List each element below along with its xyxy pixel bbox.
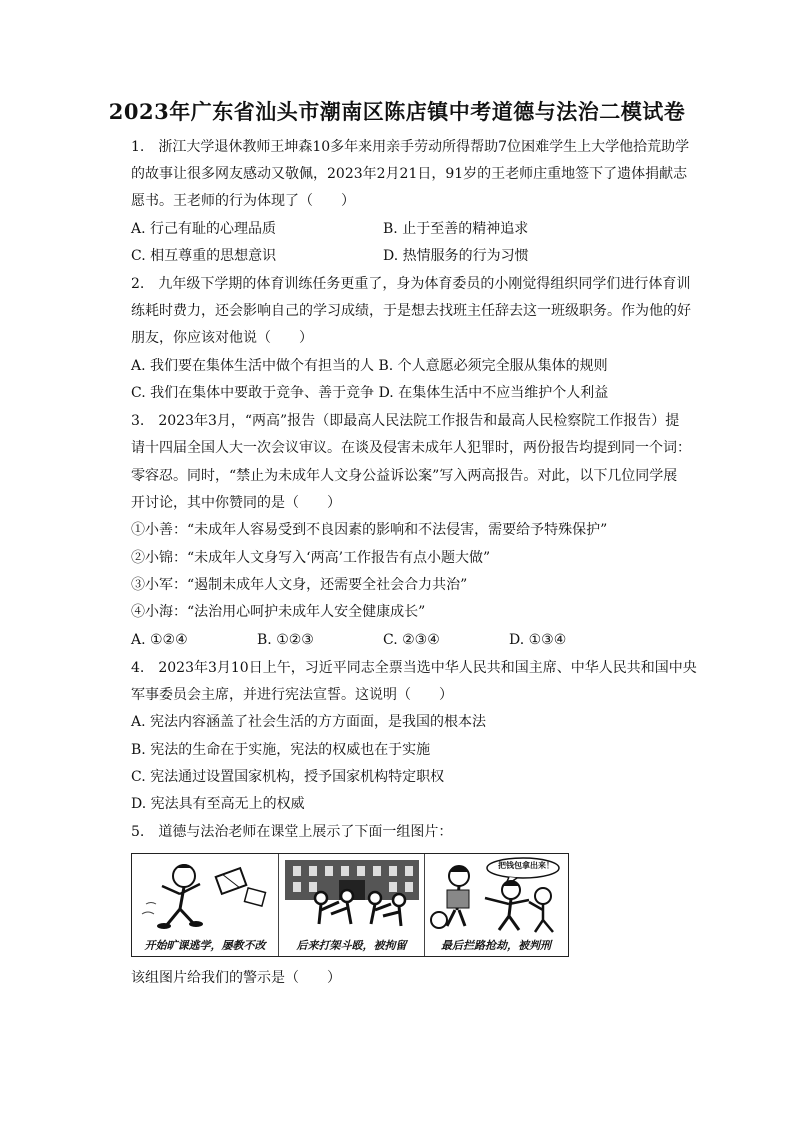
comic-panel-3	[424, 854, 567, 956]
q1-option-a: A. 行己有耻的心理品质	[131, 221, 277, 237]
comic-caption-3: 最后拦路抢劫，被判刑	[441, 939, 551, 952]
comic-panel-1	[132, 854, 278, 956]
q4-option-a: A. 宪法内容涵盖了社会生活的方方面面，是我国的根本法	[131, 714, 487, 730]
q3-line-4: 开讨论，其中你赞同的是（ ）	[131, 495, 341, 511]
q3-line-1: 3. 2023年3月，“两高”报告（即最高人民法院工作报告和最高人民检察院工作报告）提	[131, 413, 680, 429]
q2-options-cd: C. 我们在集体中要敢于竞争、善于竞争 D. 在集体生活中不应当维护个人利益	[131, 385, 609, 401]
q1-line-3: 愿书。王老师的行为体现了（ ）	[131, 193, 355, 209]
comic-caption-1: 开始旷课逃学，屡教不改	[144, 939, 266, 952]
q1-option-b: B. 止于至善的精神追求	[383, 221, 529, 237]
q3-statement-2: ②小锦：“未成年人文身写入‘两高’工作报告有点小题大做”	[131, 550, 491, 566]
q5-line: 5. 道德与法治老师在课堂上展示了下面一组图片：	[131, 824, 453, 840]
comic-strip	[131, 853, 569, 957]
q1-line-2: 的故事让很多网友感动又敬佩，2023年2月21日，91岁的王老师庄重地签下了遗体捐献志	[131, 166, 688, 182]
q3-statement-3: ③小军：“遏制未成年人文身，还需要全社会合力共治”	[131, 577, 468, 593]
fight-drawing	[279, 854, 425, 934]
q4-option-b: B. 宪法的生命在于实施，宪法的权威也在于实施	[131, 742, 431, 758]
q2-line-2: 练耗时费力，还会影响自己的学习成绩，于是想去找班主任辞去这一班级职务。作为他的好	[131, 303, 691, 319]
q2-options-ab: A. 我们要在集体生活中做个有担当的人 B. 个人意愿必须完全服从集体的规则	[131, 358, 608, 374]
q3-statement-4: ④小海：“法治用心呵护未成年人安全健康成长”	[131, 604, 426, 620]
q3-option-c: C. ②③④	[383, 632, 440, 648]
q2-line-3: 朋友，你应该对他说（ ）	[131, 330, 313, 346]
q4-option-d: D. 宪法具有至高无上的权威	[131, 796, 305, 812]
q4-line-1: 4. 2023年3月10日上午，习近平同志全票当选中华人民共和国主席、中华人民共和国中央	[131, 660, 697, 676]
q1-option-c: C. 相互尊重的思想意识	[131, 248, 277, 264]
q1-line-1: 1. 浙江大学退休教师王坤森10多年来用亲手劳动所得帮助7位困难学生上大学他拾荒助学	[131, 139, 690, 155]
q4-line-2: 军事委员会主席，并进行宪法宣誓。这说明（ ）	[131, 687, 453, 703]
q4-option-c: C. 宪法通过设置国家机构，授予国家机构特定职权	[131, 769, 445, 785]
q2-line-1: 2. 九年级下学期的体育训练任务更重了，身为体育委员的小刚觉得组织同学们进行体育训	[131, 276, 691, 292]
exam-title: 2023年广东省汕头市潮南区陈店镇中考道德与法治二模试卷	[108, 99, 686, 124]
q1-option-d: D. 热情服务的行为习惯	[383, 248, 529, 264]
q3-option-a: A. ①②④	[131, 632, 188, 648]
q3-line-2: 请十四届全国人大一次会议审议。在谈及侵害未成年人犯罪时，两份报告均提到同一个词：	[131, 440, 691, 456]
q3-option-d: D. ①③④	[509, 632, 567, 648]
speech-bubble-text: 把钱包拿出来！	[498, 860, 554, 870]
comic-caption-2: 后来打架斗殴，被拘留	[296, 939, 407, 952]
q3-option-b: B. ①②③	[257, 632, 314, 648]
q3-statement-1: ①小善：“未成年人容易受到不良因素的影响和不法侵害，需要给予特殊保护”	[131, 522, 608, 538]
q3-line-3: 零容忍。同时，“禁止为未成年人文身公益诉讼案”写入两高报告。对此，以下几位同学展	[131, 468, 678, 484]
q5-question-line: 该组图片给我们的警示是（ ）	[131, 970, 341, 986]
truant-kid-drawing	[132, 854, 278, 934]
comic-panel-2	[278, 854, 424, 956]
